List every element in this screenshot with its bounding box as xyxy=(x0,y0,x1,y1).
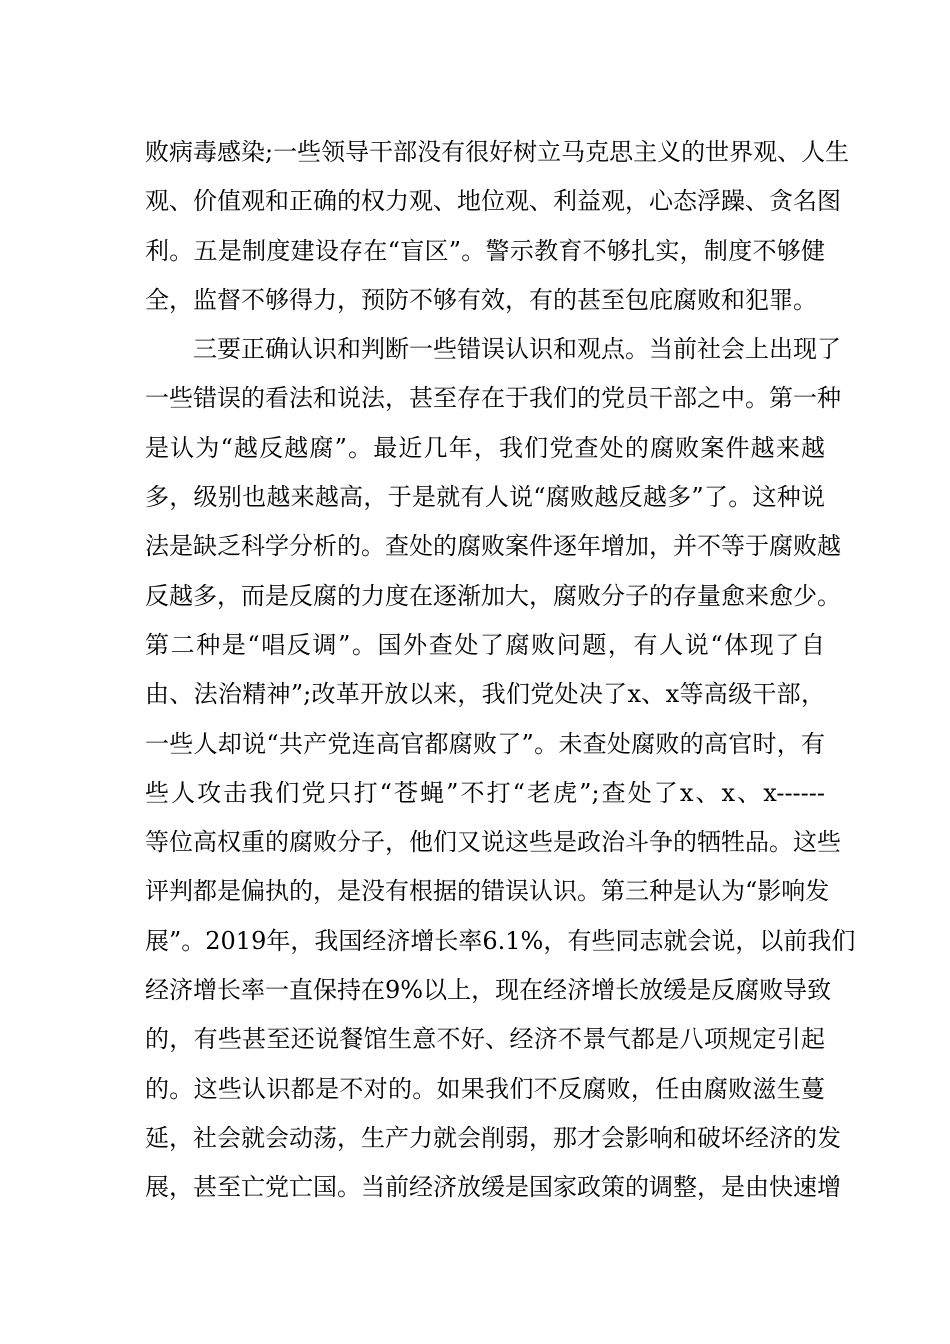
text-line-18: 经济增长率一直保持在9%以上，现在经济增长放缓是反腐败导致 xyxy=(145,976,832,1005)
text-line-21: 延，社会就会动荡，生产力就会削弱，那才会影响和破坏经济的发 xyxy=(145,1123,841,1152)
text-line-7: 是认为“越反越腐”。最近几年，我们党查处的腐败案件越来越 xyxy=(145,433,825,462)
text-line-14: 些人攻击我们党只打“苍蝇”不打“老虎”;查处了x、x、x------ xyxy=(145,778,825,807)
text-line-16: 评判都是偏执的，是没有根据的错误认识。第三种是认为“影响发 xyxy=(145,877,830,906)
body-text xyxy=(145,128,856,1213)
text-line-17: 展”。2019年，我国经济增长率6.1%，有些同志就会说，以前我们 xyxy=(145,926,856,955)
text-line-3: 利。五是制度建设存在“盲区”。警示教育不够扎实，制度不够健 xyxy=(145,236,825,265)
text-line-10: 反越多，而是反腐的力度在逐渐加大，腐败分子的存量愈来愈少。 xyxy=(145,581,841,610)
text-line-12: 由、法治精神”;改革开放以来，我们党处决了x、x等高级干部， xyxy=(145,680,825,709)
text-line-11: 第二种是“唱反调”。国外查处了腐败问题，有人说“体现了自 xyxy=(145,630,825,659)
text-line-9: 法是缺乏科学分析的。查处的腐败案件逐年增加，并不等于腐败越 xyxy=(145,532,841,561)
text-line-19: 的，有些甚至还说餐馆生意不好、经济不景气都是八项规定引起 xyxy=(145,1025,825,1054)
text-line-1: 败病毒感染;一些领导干部没有很好树立马克思主义的世界观、人生 xyxy=(145,138,850,166)
text-line-22: 展，甚至亡党亡国。当前经济放缓是国家政策的调整，是由快速增 xyxy=(145,1173,841,1202)
text-line-4: 全，监督不够得力，预防不够有效，有的甚至包庇腐败和犯罪。 xyxy=(145,285,817,314)
text-line-15: 等位高权重的腐败分子，他们又说这些是政治斗争的牺牲品。这些 xyxy=(145,828,841,857)
text-line-8: 多，级别也越来越高，于是就有人说“腐败越反越多”了。这种说 xyxy=(145,483,825,512)
text-line-2: 观、价值观和正确的权力观、地位观、利益观，心态浮躁、贪名图 xyxy=(145,187,841,216)
text-line-5: 三要正确认识和判断一些错误认识和观点。当前社会上出现了 xyxy=(145,335,841,364)
text-line-20: 的。这些认识都是不对的。如果我们不反腐败，任由腐败滋生蔓 xyxy=(145,1074,825,1103)
text-line-6: 一些错误的看法和说法，甚至存在于我们的党员干部之中。第一种 xyxy=(145,384,841,413)
text-line-13: 一些人却说“共产党连高官都腐败了”。未查处腐败的高官时，有 xyxy=(145,729,825,758)
